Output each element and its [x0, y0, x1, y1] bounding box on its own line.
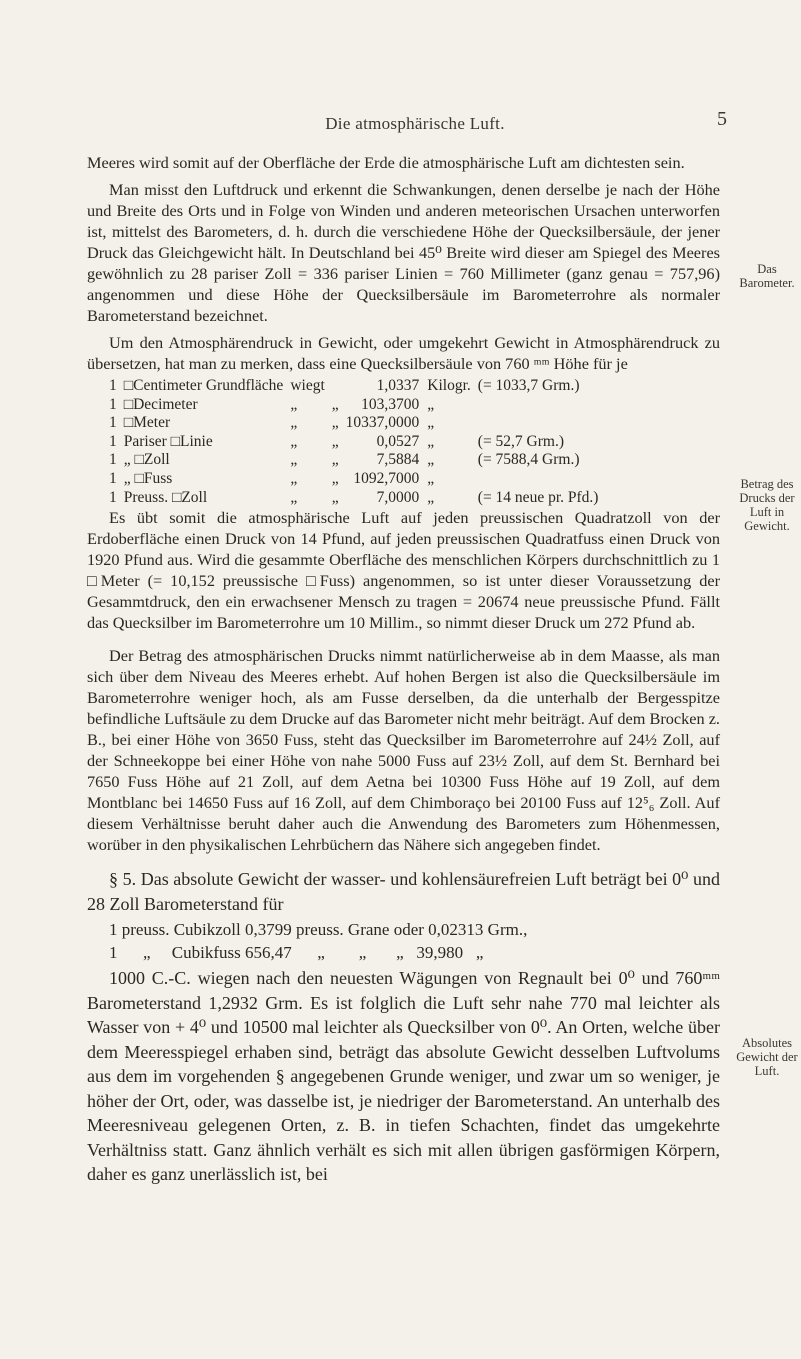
table-cell: (= 52,7 Grm.)	[477, 432, 565, 450]
table-row	[109, 489, 605, 508]
table-cell: „	[331, 414, 339, 432]
table-cell: „	[331, 488, 339, 506]
table-row	[109, 470, 605, 489]
table-cell: 1	[109, 432, 117, 450]
pressure-weight-table	[109, 377, 605, 507]
table-cell: „	[427, 469, 435, 487]
table-cell: 1	[109, 377, 117, 394]
table-cell: „	[290, 414, 298, 432]
table-cell: 0,0527	[376, 432, 420, 450]
paragraph-barometer: Man misst den Luftdruck und erkennt die Schwankungen, denen derselbe je nach der Höhe und Breite des Orts und in Folge von Winden und anderen meteorischen Ursachen unterworfen ist, mittelst des Barometers, d. h. durch die verschiedene Höhe der Quecksilbersäule, der jener Druck das Gleichgewicht hält. In Deutschland bei 45⁰ Breite wird dieser am Spiegel des Meeres gewöhnlich zu 28 pariser Zoll = 336 pariser Linien = 760 Millimeter (ganz genau = 757,96) angenommen und diese Höhe der Quecksilbersäule im Barometerrohre als normaler Barometerstand bezeichnet.	[87, 180, 720, 325]
table-cell: wiegt	[290, 377, 325, 394]
table-cell: □Meter	[123, 414, 171, 432]
table-cell: 7,5884	[376, 451, 420, 469]
table-cell: „	[290, 451, 298, 469]
table-cell: „ □Fuss	[123, 469, 173, 487]
table-cell: 1	[109, 395, 117, 413]
table-cell: „	[331, 395, 339, 413]
table-cell: (= 1033,7 Grm.)	[477, 377, 580, 394]
table-cell: „	[290, 469, 298, 487]
table-cell: 103,3700	[361, 395, 420, 413]
table-cell: „	[331, 469, 339, 487]
table-cell: Pariser □Linie	[123, 432, 213, 450]
table-cell: (= 14 neue pr. Pfd.)	[477, 488, 599, 506]
paragraph-total-pressure: Es übt somit die atmosphärische Luft auf jeden preussischen Quadratzoll von der Erdoberfläche einen Druck von 14 Pfund, auf jeden preussischen Quadratfuss einen Druck von 1920 Pfund aus. Wird die gesammte Oberfläche des menschlichen Körpers durchschnittlich zu 1 □Meter (= 10,152 preussische □Fuss) angenommen, so ist unter dieser Voraussetzung der Gesammtdruck, den ein erwachsener Mensch zu tragen = 20674 neue preussische Pfund. Fällt das Quecksilber im Barometerrohre um 10 Millim., so nimmt dieser Druck um 272 Pfund ab.	[87, 508, 720, 633]
page-number: 5	[717, 108, 727, 130]
table-cell: (= 7588,4 Grm.)	[477, 451, 580, 469]
table-row	[109, 414, 605, 433]
table-cell: Kilogr.	[427, 377, 471, 394]
table-cell	[332, 377, 346, 396]
table-cell: „	[290, 488, 298, 506]
table-cell: „	[331, 432, 339, 450]
table-row	[109, 377, 605, 396]
table-cell: □Centimeter Grundfläche	[123, 377, 284, 394]
table-cell: „	[290, 432, 298, 450]
margin-note-absolute-weight: Absolutes Gewicht der Luft.	[736, 1036, 798, 1078]
table-cell: „	[427, 451, 435, 469]
paragraph-altitude: Der Betrag des atmosphärischen Drucks nimmt natürlicherweise ab in dem Maasse, als man sich über dem Niveau des Meeres erhebt. Auf hohen Bergen ist also die Quecksilbersäule im Barometerrohre weniger hoch, als am Fusse derselben, da die unterhalb der Bergesspitze befindliche Luftsäule zu dem Drucke auf das Barometer nicht mehr beiträgt. Auf dem Brocken z. B., bei einer Höhe von 3650 Fuss, steht das Quecksilber im Barometerrohre auf 24½ Zoll, auf der Schneekoppe bei einer Höhe von nahe 5000 Fuss auf 23½ Zoll, auf dem St. Bernhard bei 7650 Fuss Höhe auf 21 Zoll, auf dem Aetna bei 10300 Fuss Höhe auf 19 Zoll, auf dem Montblanc bei 14650 Fuss auf 16 Zoll, auf dem Chimboraço bei 20100 Fuss auf 12⁵₆ Zoll. Auf diesem Verhältnisse beruht daher auch die Anwendung des Barometers zum Höhenmessen, worüber in den physikalischen Lehrbüchern das Nähere sich angegeben findet.	[87, 646, 720, 855]
table-cell: 1	[109, 414, 117, 432]
table-row	[109, 451, 605, 470]
table-cell	[478, 470, 606, 489]
table-row	[109, 396, 605, 415]
table-cell: 1092,7000	[353, 469, 420, 487]
table-cell: „	[427, 414, 435, 432]
table-cell: Preuss. □Zoll	[123, 488, 208, 506]
paragraph-continuation: Meeres wird somit auf der Oberfläche der Erde die atmosphärische Luft am dichtesten sein.	[87, 153, 685, 172]
paragraph-conversion-intro: Um den Atmosphärendruck in Gewicht, oder umgekehrt Gewicht in Atmosphärendruck zu übersetzen, hat man zu merken, dass eine Quecksilbersäule von 760 ᵐᵐ Höhe für je	[87, 333, 720, 373]
table-cell	[478, 414, 606, 433]
air-weight-lines	[109, 918, 720, 964]
table-cell: 1	[109, 469, 117, 487]
table-row	[109, 433, 605, 452]
paragraph-section-5: § 5. Das absolute Gewicht der wasser- und kohlensäurefreien Luft beträgt bei 0⁰ und 28 Zoll Barometerstand für	[87, 869, 720, 914]
table-cell: „	[427, 488, 435, 506]
table-cell: „	[290, 395, 298, 413]
running-head: Die atmosphärische Luft.	[325, 114, 505, 133]
paragraph-regnault: 1000 C.-C. wiegen nach den neuesten Wägungen von Regnault bei 0⁰ und 760ᵐᵐ Barometerstand 1,2932 Grm. Es ist folglich die Luft sehr nahe 770 mal leichter als Wasser von + 4⁰ und 10500 mal leichter als Quecksilber von 0⁰. An Orten, welche über dem Meeresspiegel erhaben sind, beträgt das absolute Gewicht desselben Luftvolums aus dem im vorgehenden § angegebenen Grunde weniger, und zwar um so weniger, je höher der Ort, oder, was dasselbe ist, je niedriger der Barometerstand. An unterhalb des Meeresniveau gelegenen Orten, z. B. in tiefen Schachten, findet das umgekehrte Verhältniss statt. Ganz ähnlich verhält es sich mit allen übrigen gasförmigen Körpern, daher es ganz unerlässlich ist, bei	[87, 968, 720, 1185]
air-weight-cubic-foot: 1 „ Cubikfuss 656,47 „ „ „ 39,980 „	[109, 943, 484, 963]
margin-note-barometer: Das Barometer.	[739, 262, 795, 290]
table-cell: 7,0000	[376, 488, 420, 506]
body-text	[87, 152, 720, 1187]
table-cell: 1	[109, 451, 117, 469]
table-cell: 1	[109, 488, 117, 506]
table-cell: „	[427, 432, 435, 450]
table-cell	[478, 396, 606, 415]
air-weight-cubic-inch: 1 preuss. Cubikzoll 0,3799 preuss. Grane oder 0,02313 Grm.,	[109, 920, 528, 940]
table-cell: „ □Zoll	[123, 451, 170, 469]
table-cell: 1,0337	[376, 377, 420, 394]
table-cell: „	[427, 395, 435, 413]
table-cell: „	[331, 451, 339, 469]
table-cell: □Decimeter	[123, 395, 198, 413]
table-cell: 10337,0000	[345, 414, 420, 432]
margin-note-pressure-weight: Betrag des Drucks der Luft in Gewicht.	[739, 477, 795, 533]
